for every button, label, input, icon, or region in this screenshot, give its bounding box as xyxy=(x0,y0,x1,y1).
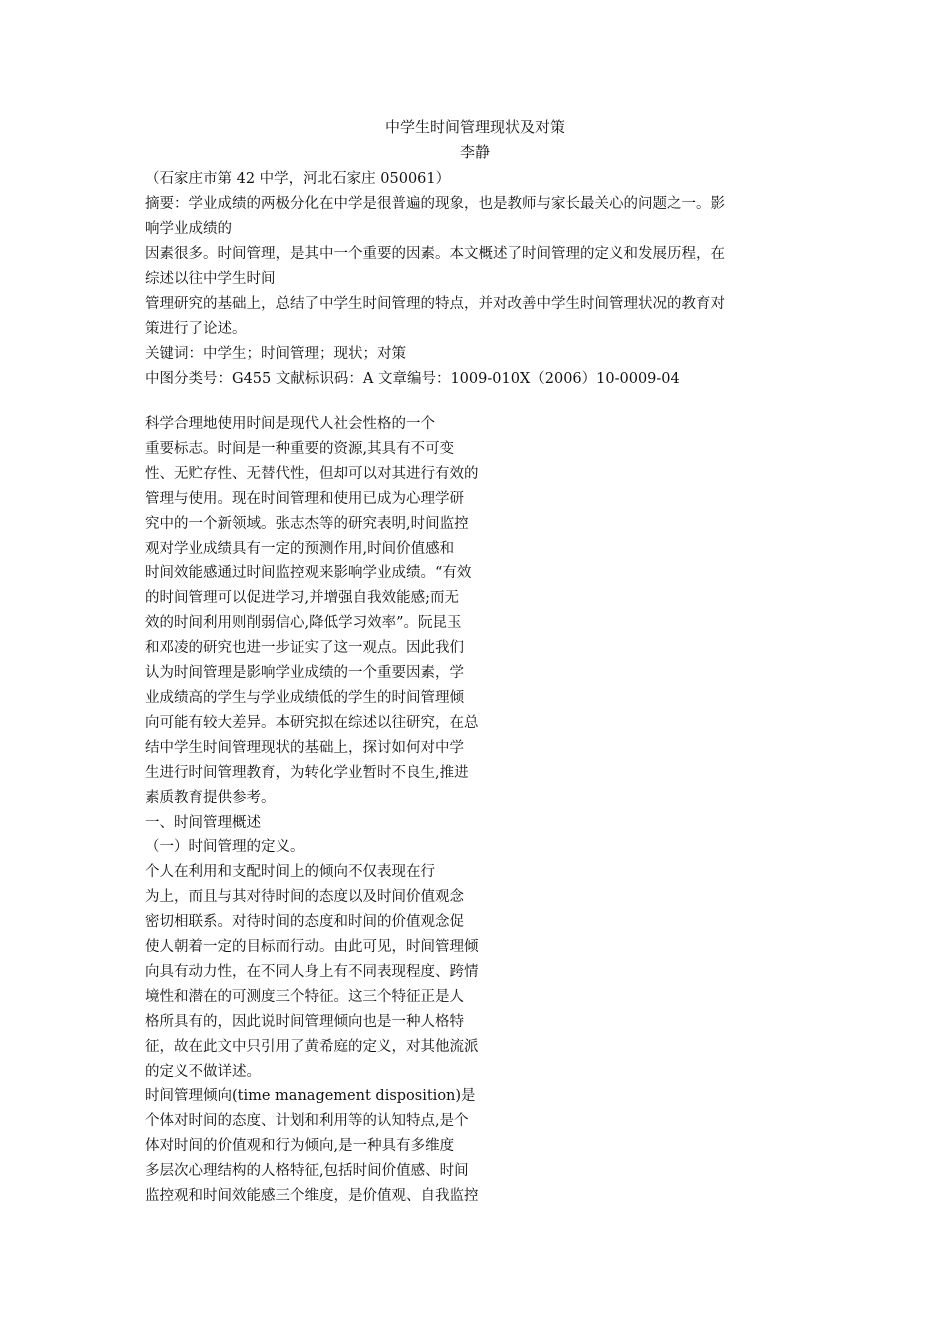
body-line: 的时间管理可以促进学习,并增强自我效能感;而无 xyxy=(145,590,459,607)
body-line: 的定义不做详述。 xyxy=(145,1063,261,1080)
abstract-line: 响学业成绩的 xyxy=(145,221,232,237)
body-line: 究中的一个新领域。张志杰等的研究表明,时间监控 xyxy=(145,515,469,532)
body-line: 业成绩高的学生与学业成绩低的学生的时间管理倾 xyxy=(145,689,464,706)
section-heading: 一、时间管理概述 xyxy=(145,814,261,831)
classification-info: 中图分类号：G455 文献标识码：A 文章编号：1009-010X（2006）10-0009-04 xyxy=(145,371,680,387)
body-line: 重要标志。时间是一种重要的资源,其具有不可变 xyxy=(145,440,455,457)
document-header xyxy=(145,167,813,392)
affiliation: （石家庄市第 42 中学，河北石家庄 050061） xyxy=(145,171,451,187)
body-line: 观对学业成绩具有一定的预测作用,时间价值感和 xyxy=(145,540,455,557)
body-line: 为上，而且与其对待时间的态度以及时间价值观念 xyxy=(145,889,464,906)
body-line: 结中学生时间管理现状的基础上，探讨如何对中学 xyxy=(145,739,464,756)
article-body xyxy=(145,412,545,1209)
body-line: 认为时间管理是影响学业成绩的一个重要因素，学 xyxy=(145,665,464,682)
body-line: 多层次心理结构的人格特征,包括时间价值感、时间 xyxy=(145,1163,469,1180)
keywords: 关键词：中学生；时间管理；现状；对策 xyxy=(145,346,406,362)
body-line: 征，故在此文中只引用了黄希庭的定义，对其他流派 xyxy=(145,1038,479,1055)
body-line: 科学合理地使用时间是现代人社会性格的一个 xyxy=(145,416,435,432)
abstract-line: 因素很多。时间管理，是其中一个重要的因素。本文概述了时间管理的定义和发展历程，在 xyxy=(145,246,725,262)
abstract-line: 管理研究的基础上，总结了中学生时间管理的特点，并对改善中学生时间管理状况的教育对 xyxy=(145,296,725,312)
body-line: 体对时间的价值观和行为倾向,是一种具有多维度 xyxy=(145,1138,455,1155)
body-line: 境性和潜在的可测度三个特征。这三个特征正是人 xyxy=(145,988,464,1005)
body-line: 性、无贮存性、无替代性，但却可以对其进行有效的 xyxy=(145,465,479,482)
body-line: 时间管理倾向(time management disposition)是 xyxy=(145,1088,476,1105)
subsection-heading: （一）时间管理的定义。 xyxy=(145,839,305,856)
body-line: 向具有动力性，在不同人身上有不同表现程度、跨情 xyxy=(145,963,479,980)
abstract-line: 策进行了论述。 xyxy=(145,321,247,337)
body-line: 素质教育提供参考。 xyxy=(145,789,276,806)
body-line: 管理与使用。现在时间管理和使用已成为心理学研 xyxy=(145,490,464,507)
document-title: 中学生时间管理现状及对策 xyxy=(384,118,565,136)
body-line: 和邓凌的研究也进一步证实了这一观点。因此我们 xyxy=(145,640,464,657)
body-line: 向可能有较大差异。本研究拟在综述以往研究，在总 xyxy=(145,714,479,731)
body-line: 使人朝着一定的目标而行动。由此可见，时间管理倾 xyxy=(145,939,479,956)
body-line: 时间效能感通过时间监控观来影响学业成绩。“有效 xyxy=(145,565,472,582)
abstract-line: 摘要：学业成绩的两极分化在中学是很普遍的现象，也是教师与家长最关心的问题之一。影 xyxy=(145,196,725,212)
body-line: 生进行时间管理教育，为转化学业暂时不良生,推进 xyxy=(145,764,469,781)
document-author: 李静 xyxy=(459,143,490,161)
body-line: 个体对时间的态度、计划和利用等的认知特点,是个 xyxy=(145,1113,469,1130)
body-line: 个人在利用和支配时间上的倾向不仅表现在行 xyxy=(145,864,435,881)
body-line: 监控观和时间效能感三个维度，是价值观、自我监控 xyxy=(145,1188,479,1205)
body-line: 密切相联系。对待时间的态度和时间的价值观念促 xyxy=(145,914,464,931)
body-line: 格所具有的，因此说时间管理倾向也是一种人格特 xyxy=(145,1013,464,1030)
abstract-line: 综述以往中学生时间 xyxy=(145,271,276,287)
body-line: 效的时间利用则削弱信心,降低学习效率”。阮昆玉 xyxy=(145,615,462,632)
